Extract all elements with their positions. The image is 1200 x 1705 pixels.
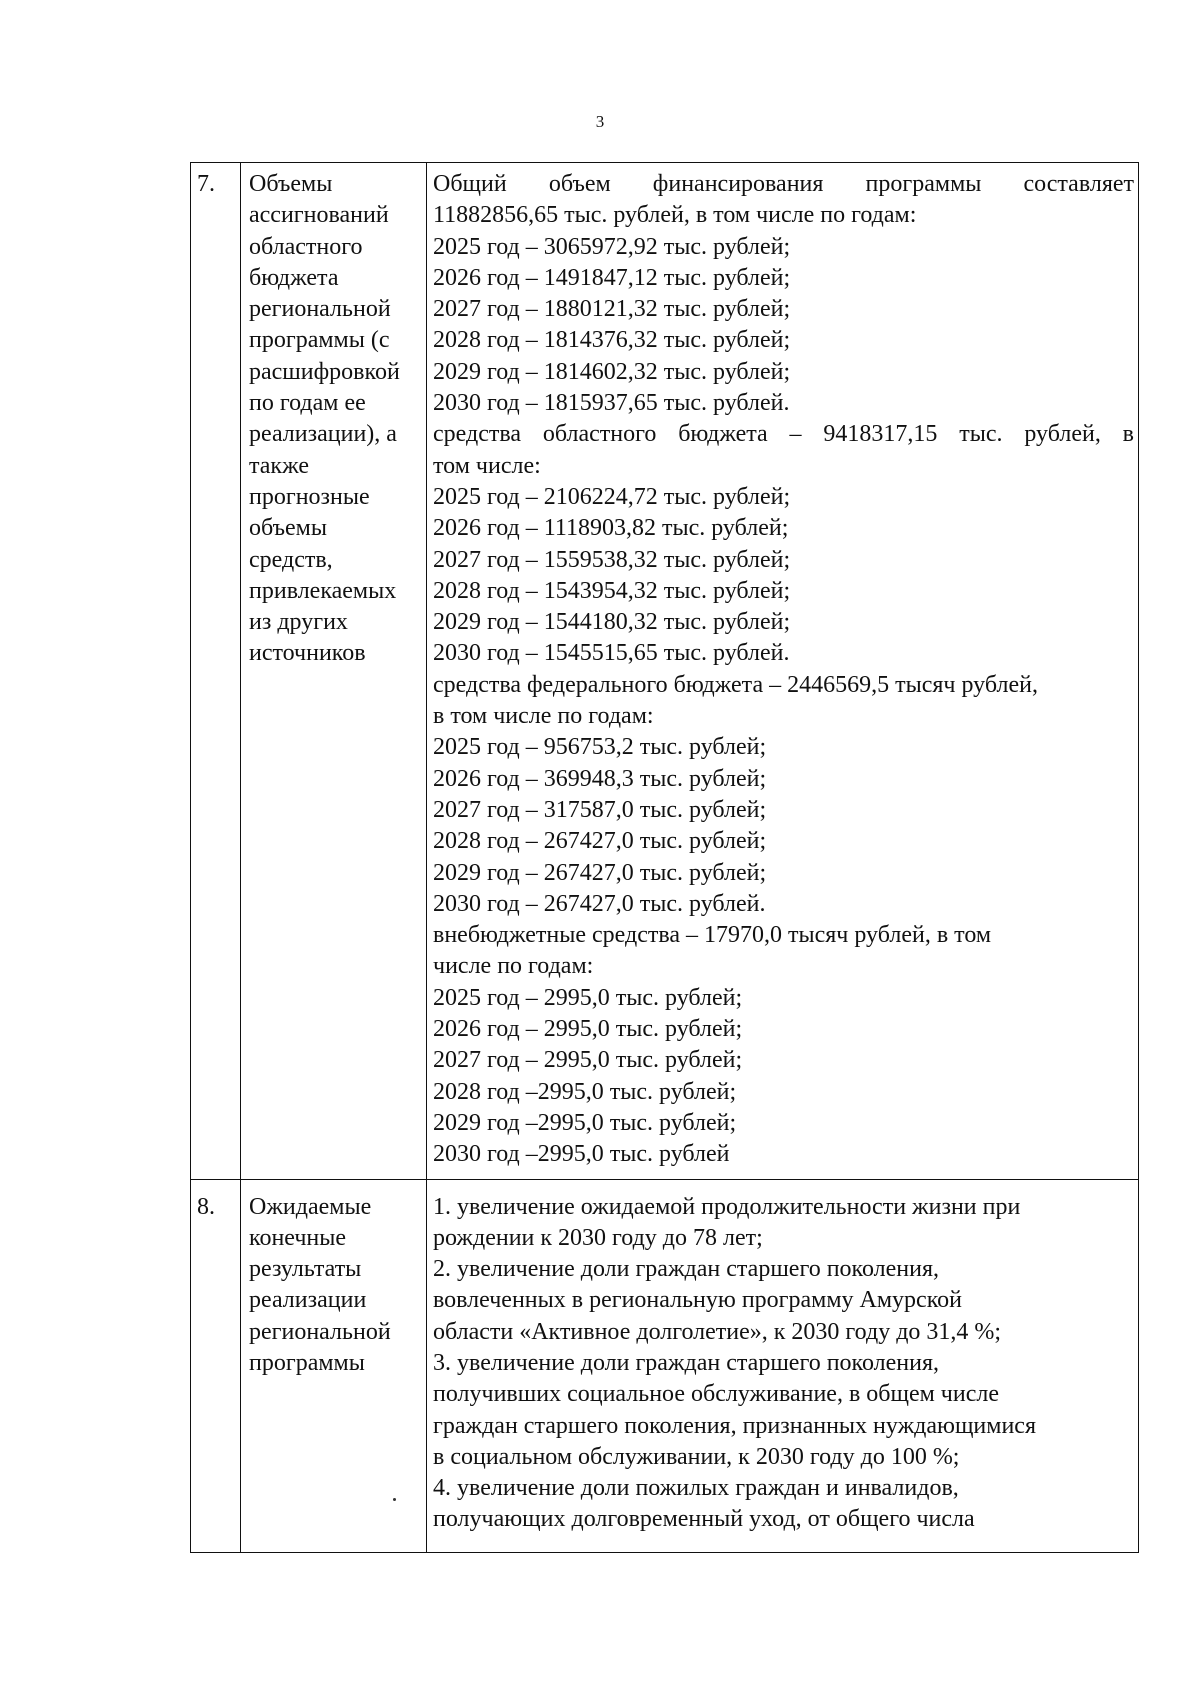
value-line: 2030 год – 1545515,65 тыс. рублей. (433, 640, 790, 667)
value-line: 2026 год – 1118903,82 тыс. рублей; (433, 515, 789, 542)
row-title-line: расшифровкой (249, 358, 400, 385)
value-line: 2026 год – 2995,0 тыс. рублей; (433, 1016, 743, 1043)
value-line: 2029 год – 1544180,32 тыс. рублей; (433, 609, 791, 636)
row-title-line: региональной (249, 296, 391, 323)
row-title-line: региональной (249, 1318, 391, 1345)
value-line: 2025 год – 3065972,92 тыс. рублей; (433, 233, 791, 260)
value-line: 3. увеличение доли граждан старшего поколения, (433, 1349, 940, 1376)
row-title-line: источников (249, 640, 366, 667)
value-line: 2. увеличение доли граждан старшего поколения, (433, 1256, 940, 1283)
row-title-line: объемы (249, 515, 327, 542)
value-line: 1. увеличение ожидаемой продолжительности жизни при (433, 1193, 1021, 1220)
row-title-line: средств, (249, 546, 333, 573)
value-line: 2029 год – 267427,0 тыс. рублей; (433, 859, 767, 886)
value-line: средства федерального бюджета – 2446569,5 тысяч рублей, (433, 671, 1038, 698)
row-title-line: также (249, 452, 310, 479)
value-line: 11882856,65 тыс. рублей, в том числе по годам: (433, 202, 917, 229)
value-line: 2029 год –2995,0 тыс. рублей; (433, 1109, 737, 1136)
value-line: числе по годам: (433, 953, 594, 980)
value-line: 2026 год – 369948,3 тыс. рублей; (433, 765, 767, 792)
value-line: 2027 год – 1880121,32 тыс. рублей; (433, 296, 791, 323)
row-title-line: результаты (249, 1256, 362, 1283)
value-line: 2025 год – 2106224,72 тыс. рублей; (433, 483, 791, 510)
row-title (241, 163, 427, 1180)
value-line: 2028 год – 1814376,32 тыс. рублей; (433, 327, 791, 354)
value-line: 4. увеличение доли пожилых граждан и инвалидов, (433, 1475, 959, 1502)
value-line: получивших социальное обслуживание, в общем числе (433, 1381, 1000, 1408)
value-line: том числе: (433, 452, 541, 479)
value-line: граждан старшего поколения, признанных нуждающимися (433, 1412, 1036, 1439)
value-line: 2025 год – 956753,2 тыс. рублей; (433, 734, 767, 761)
value-line: 2027 год – 2995,0 тыс. рублей; (433, 1047, 743, 1074)
value-line: области «Активное долголетие», к 2030 году до 31,4 %; (433, 1318, 1002, 1345)
row-title-line: конечные (249, 1224, 347, 1251)
value-line: в том числе по годам: (433, 703, 654, 730)
scan-speck (393, 1498, 396, 1501)
row-title-line: программы (с (249, 327, 390, 354)
row-title-line: Ожидаемые (249, 1193, 372, 1220)
value-line: 2027 год – 317587,0 тыс. рублей; (433, 796, 767, 823)
value-line: 2028 год – 1543954,32 тыс. рублей; (433, 577, 791, 604)
row-title-line: ассигнований (249, 202, 389, 229)
value-line: 2028 год –2995,0 тыс. рублей; (433, 1078, 737, 1105)
row-title-line: бюджета (249, 264, 339, 291)
row-title-line: реализации (249, 1287, 367, 1314)
row-value (427, 163, 1139, 1180)
value-line: рождении к 2030 году до 78 лет; (433, 1224, 763, 1251)
value-line: Общий объем финансирования программы составляет (433, 171, 1134, 197)
value-line: 2030 год –2995,0 тыс. рублей (433, 1141, 730, 1168)
value-line: средства областного бюджета – 9418317,15 тыс. рублей, в (433, 421, 1134, 448)
value-line: получающих долговременный уход, от общего числа (433, 1506, 975, 1533)
value-line: в социальном обслуживании, к 2030 году до 100 %; (433, 1443, 960, 1470)
row-number: 7. (191, 163, 241, 1180)
value-line: 2028 год – 267427,0 тыс. рублей; (433, 828, 767, 855)
value-line: 2030 год – 267427,0 тыс. рублей. (433, 890, 766, 917)
row-title-line: Объемы (249, 171, 333, 197)
row-title-line: областного (249, 233, 363, 260)
row-number: 8. (191, 1179, 241, 1552)
value-line: 2026 год – 1491847,12 тыс. рублей; (433, 264, 791, 291)
value-line: 2027 год – 1559538,32 тыс. рублей; (433, 546, 791, 573)
table-row (191, 163, 1139, 1180)
page-number: 3 (595, 112, 605, 131)
value-line: 2029 год – 1814602,32 тыс. рублей; (433, 358, 791, 385)
row-title-line: из других (249, 609, 348, 636)
value-line: 2025 год – 2995,0 тыс. рублей; (433, 984, 743, 1011)
row-title-line: по годам ее (249, 390, 366, 417)
row-title-line: программы (249, 1349, 365, 1376)
value-line: внебюджетные средства – 17970,0 тысяч рублей, в том (433, 922, 992, 949)
value-line: 2030 год – 1815937,65 тыс. рублей. (433, 390, 790, 417)
row-value (427, 1179, 1139, 1552)
row-title-line: привлекаемых (249, 577, 397, 604)
row-title-line: прогнозные (249, 483, 370, 510)
row-title (241, 1179, 427, 1552)
passport-table (190, 162, 1139, 1553)
table-row (191, 1179, 1139, 1552)
value-line: вовлеченных в региональную программу Амурской (433, 1287, 962, 1314)
row-title-line: реализации), а (249, 421, 397, 448)
